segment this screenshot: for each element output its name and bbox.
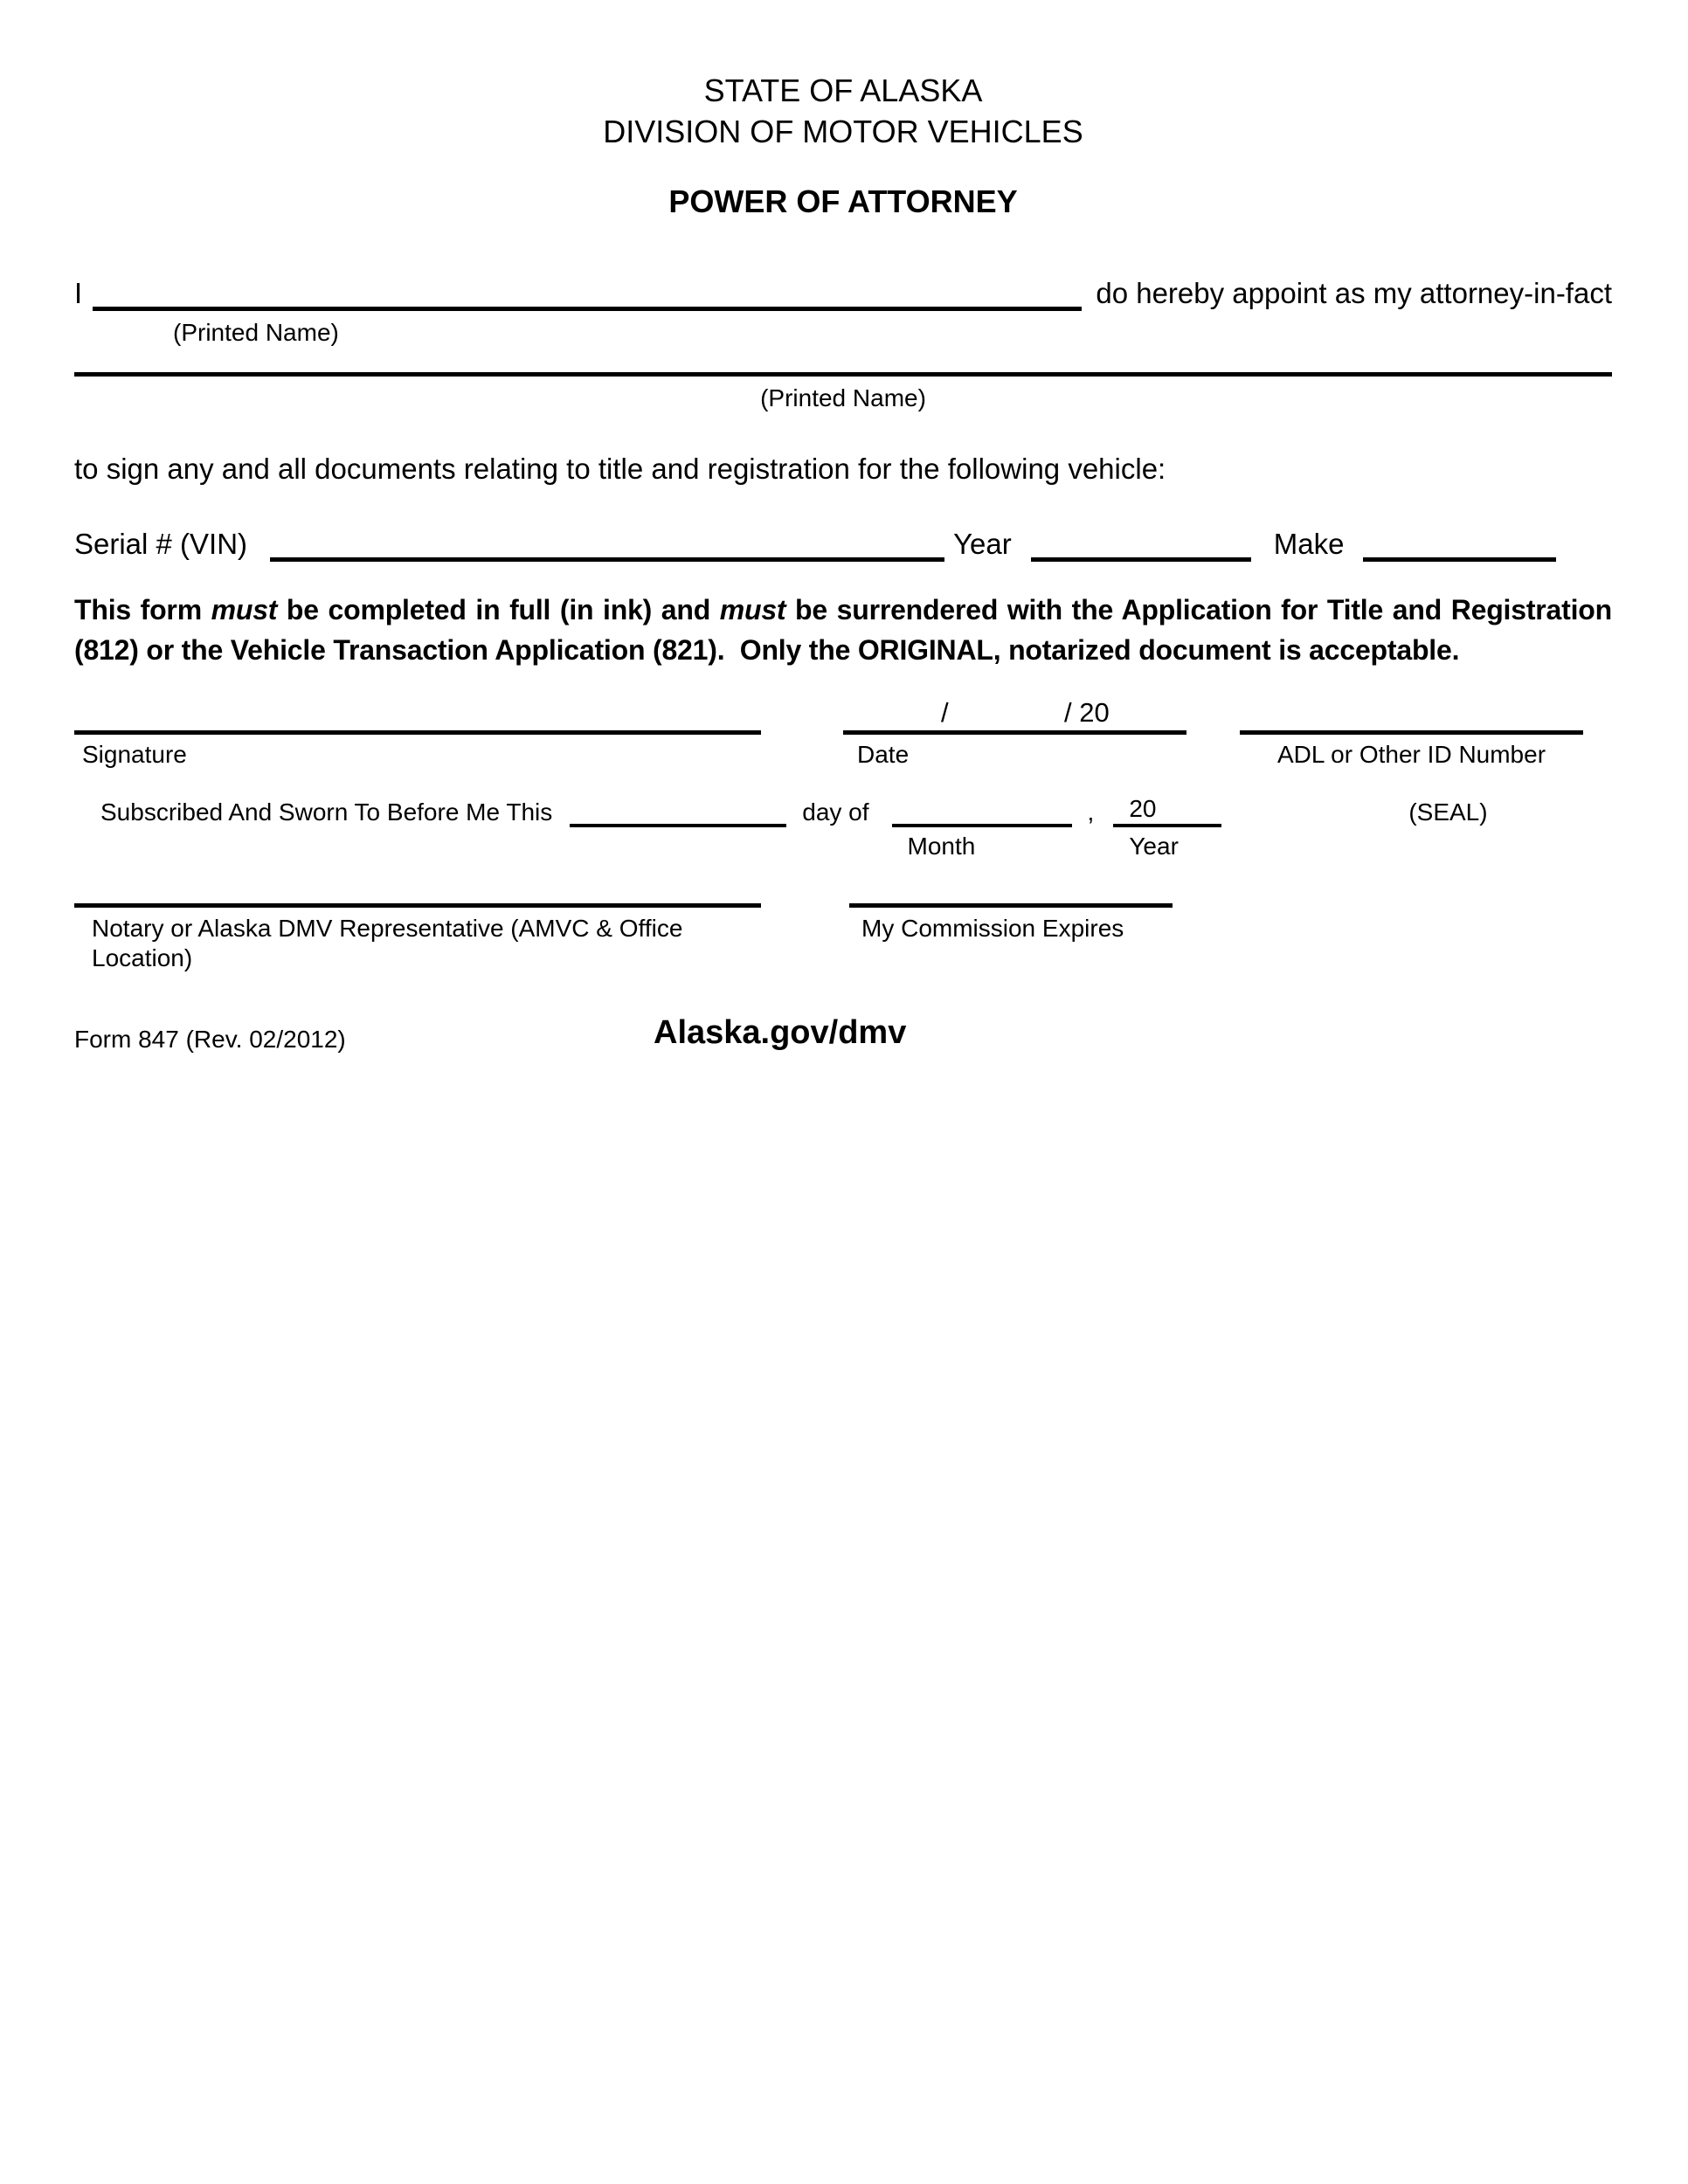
- appoint-suffix: do hereby appoint as my attorney-in-fact: [1096, 277, 1612, 309]
- make-field[interactable]: [1363, 557, 1556, 562]
- form-number: Form 847 (Rev. 02/2012): [74, 1026, 346, 1053]
- notice-part-2: be completed in full (in ink) and: [277, 594, 720, 625]
- notary-column: [74, 903, 761, 973]
- seal-col: [1408, 794, 1487, 827]
- authorization-text: to sign any and all documents relating to title and registration for the following vehicle:: [74, 453, 1166, 485]
- sworn-year-label: Year: [1129, 833, 1179, 860]
- form-footer: [74, 1014, 1612, 1055]
- appointment-row: [74, 276, 1612, 311]
- make-label: Make: [1273, 528, 1345, 560]
- date-separator-2: / 20: [1064, 697, 1110, 728]
- sworn-statement: Subscribed And Sworn To Before Me This: [100, 798, 553, 826]
- form-content: [0, 0, 1688, 1055]
- date-column: [843, 696, 1186, 770]
- seal-label: (SEAL): [1408, 798, 1488, 826]
- dmv-website: Alaska.gov/dmv: [654, 1014, 907, 1051]
- vin-field[interactable]: [270, 557, 944, 562]
- day-of-col: [786, 794, 868, 827]
- year-label: Year: [953, 528, 1012, 560]
- year-col: [1113, 794, 1221, 861]
- adl-label: ADL or Other ID Number: [1276, 741, 1546, 768]
- vehicle-row: [74, 527, 1612, 562]
- month-col: [892, 794, 1072, 861]
- date-label: Date: [857, 741, 910, 768]
- date-field[interactable]: [843, 696, 1186, 735]
- signature-column: [74, 696, 761, 770]
- must-emphasis-2: must: [719, 594, 786, 625]
- must-emphasis-1: must: [211, 594, 278, 625]
- day-col: [552, 794, 786, 827]
- commission-column: [849, 903, 1173, 973]
- date-separator-1: /: [941, 697, 949, 728]
- day-field[interactable]: [570, 794, 786, 827]
- appoint-prefix: I: [74, 277, 83, 309]
- sworn-statement-col: [74, 794, 552, 827]
- header-division: DIVISION OF MOTOR VEHICLES: [603, 114, 1083, 149]
- execution-row: [74, 696, 1612, 770]
- notary-signature-field[interactable]: [74, 903, 761, 908]
- notice-paragraph: [74, 590, 1612, 670]
- comma-separator: ,: [1087, 798, 1095, 826]
- day-of-label: day of: [802, 798, 869, 826]
- month-field[interactable]: [892, 794, 1072, 827]
- adl-column: [1240, 696, 1583, 770]
- notary-label: Notary or Alaska DMV Representative (AMVC & Office Location): [92, 915, 683, 971]
- comma-col: [1088, 794, 1095, 827]
- commission-label: My Commission Expires: [861, 915, 1124, 942]
- notary-row: [74, 903, 1612, 973]
- form-title: POWER OF ATTORNEY: [668, 183, 1018, 219]
- month-label: Month: [907, 833, 976, 860]
- commission-expires-field[interactable]: [849, 903, 1173, 908]
- sworn-year-field[interactable]: [1113, 794, 1221, 827]
- printed-name-label-1: (Printed Name): [173, 319, 339, 346]
- notice-part-3: be surrendered with the Application for Title and Registration (812) or the Vehicle Transaction Application (821). Only the ORIGINAL, notarized document is acceptable.: [74, 594, 1612, 666]
- adl-field[interactable]: [1240, 696, 1583, 735]
- attorney-in-fact-printed-name-field[interactable]: [74, 372, 1612, 377]
- year-field[interactable]: [1031, 557, 1251, 562]
- principal-printed-name-field[interactable]: [93, 307, 1082, 311]
- year-prefix: 20: [1129, 795, 1157, 822]
- printed-name-label-2: (Printed Name): [760, 384, 926, 411]
- sworn-row: [74, 794, 1612, 861]
- vin-label: Serial # (VIN): [74, 528, 248, 560]
- signature-label: Signature: [82, 741, 187, 768]
- signature-field[interactable]: [74, 696, 761, 735]
- header-state: STATE OF ALASKA: [703, 73, 983, 108]
- form-header: [74, 70, 1612, 152]
- notice-part-1: This form: [74, 594, 211, 625]
